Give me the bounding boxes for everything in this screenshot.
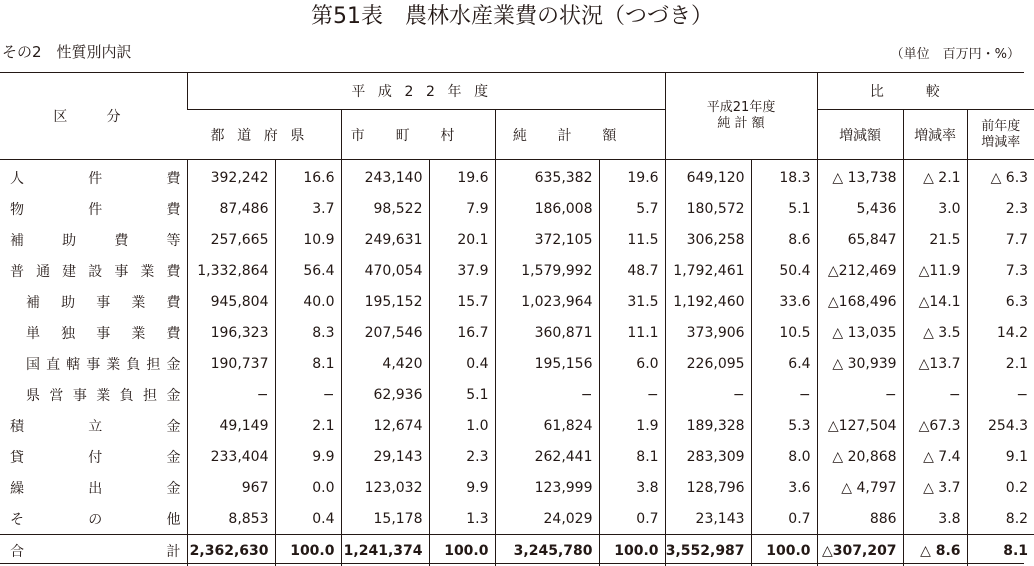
data-cell: 360,871 xyxy=(495,317,599,348)
data-cell: 1,332,864 xyxy=(187,255,275,286)
table-row xyxy=(0,379,1034,410)
row-label xyxy=(0,441,187,472)
data-cell: 62,936 xyxy=(341,379,429,410)
data-cell: △67.3 xyxy=(903,410,967,441)
data-cell: 2.3 xyxy=(429,441,495,472)
data-cell: 0.4 xyxy=(275,503,341,535)
data-cell: △ 6.3 xyxy=(967,160,1034,194)
data-cell: △ 8.6 xyxy=(903,535,967,566)
data-cell: 226,095 xyxy=(665,348,751,379)
header-change-amount: 増減額 xyxy=(817,110,903,160)
data-cell: 3,552,987 xyxy=(665,535,751,566)
bottom-rule xyxy=(0,563,1024,564)
data-cell: 16.7 xyxy=(429,317,495,348)
data-cell: △ 20,868 xyxy=(817,441,903,472)
data-cell: 5,436 xyxy=(817,193,903,224)
data-cell: △ 13,035 xyxy=(817,317,903,348)
table-row xyxy=(0,317,1034,348)
table-row xyxy=(0,503,1034,535)
data-cell: 5.7 xyxy=(599,193,665,224)
data-cell: 3.8 xyxy=(599,472,665,503)
total-row xyxy=(0,535,1034,566)
data-cell: 1.9 xyxy=(599,410,665,441)
data-cell: △13.7 xyxy=(903,348,967,379)
data-cell: − xyxy=(903,379,967,410)
header-fiscal-2010: 平成22年度 xyxy=(187,72,665,110)
data-cell: 19.6 xyxy=(429,160,495,194)
data-cell: 306,258 xyxy=(665,224,751,255)
data-cell: 8.6 xyxy=(751,224,817,255)
data-cell: 4,420 xyxy=(341,348,429,379)
data-cell: 3.8 xyxy=(903,503,967,535)
data-cell: 37.9 xyxy=(429,255,495,286)
data-cell: 18.3 xyxy=(751,160,817,194)
data-cell: △ 3.7 xyxy=(903,472,967,503)
table-row xyxy=(0,472,1034,503)
row-label xyxy=(0,193,187,224)
data-cell: − xyxy=(817,379,903,410)
table-row xyxy=(0,224,1034,255)
row-label-text: 普 通 建 設 事 業 費 xyxy=(10,261,181,281)
row-label-text: 人 件 費 xyxy=(10,168,181,188)
data-cell: 1.0 xyxy=(429,410,495,441)
data-cell: − xyxy=(599,379,665,410)
data-cell: 20.1 xyxy=(429,224,495,255)
data-cell: 10.5 xyxy=(751,317,817,348)
data-cell: 23,143 xyxy=(665,503,751,535)
data-cell: 98,522 xyxy=(341,193,429,224)
row-label-text: 積 立 金 xyxy=(10,416,181,436)
data-cell: 392,242 xyxy=(187,160,275,194)
data-cell: 1,023,964 xyxy=(495,286,599,317)
data-cell: 3,245,780 xyxy=(495,535,599,566)
data-cell: − xyxy=(275,379,341,410)
data-cell: 207,546 xyxy=(341,317,429,348)
data-cell: 21.5 xyxy=(903,224,967,255)
data-cell: 0.7 xyxy=(751,503,817,535)
data-cell: 3.6 xyxy=(751,472,817,503)
data-cell: 186,008 xyxy=(495,193,599,224)
row-label-text: 物 件 費 xyxy=(10,199,181,219)
data-cell: 50.4 xyxy=(751,255,817,286)
row-label-text: そ の 他 xyxy=(10,509,181,529)
data-cell: 195,152 xyxy=(341,286,429,317)
data-cell: 8.0 xyxy=(751,441,817,472)
data-cell: 190,737 xyxy=(187,348,275,379)
data-cell: 6.0 xyxy=(599,348,665,379)
data-cell: 15.7 xyxy=(429,286,495,317)
data-cell: △ 2.1 xyxy=(903,160,967,194)
data-cell: 11.5 xyxy=(599,224,665,255)
data-cell: 373,906 xyxy=(665,317,751,348)
data-cell: △307,207 xyxy=(817,535,903,566)
row-label xyxy=(0,348,187,379)
row-label-text: 貸 付 金 xyxy=(10,447,181,467)
row-label xyxy=(0,317,187,348)
data-cell: − xyxy=(495,379,599,410)
table-row xyxy=(0,255,1034,286)
header-kubun: 区 分 xyxy=(0,72,187,160)
data-cell: 33.6 xyxy=(751,286,817,317)
row-label xyxy=(0,224,187,255)
data-cell: 7.7 xyxy=(967,224,1034,255)
row-label-text: 補 助 費 等 xyxy=(10,230,181,250)
row-label-text: 国 直 轄 事 業 負 担 金 xyxy=(26,354,181,374)
data-cell: 19.6 xyxy=(599,160,665,194)
row-label xyxy=(0,160,187,194)
data-cell: △ 3.5 xyxy=(903,317,967,348)
data-cell: 49,149 xyxy=(187,410,275,441)
data-cell: 257,665 xyxy=(187,224,275,255)
data-cell: 65,847 xyxy=(817,224,903,255)
data-cell: 283,309 xyxy=(665,441,751,472)
data-cell: 5.1 xyxy=(429,379,495,410)
row-label-text: 県 営 事 業 負 担 金 xyxy=(26,385,181,405)
data-cell: 100.0 xyxy=(751,535,817,566)
data-cell: 40.0 xyxy=(275,286,341,317)
data-cell: 886 xyxy=(817,503,903,535)
data-cell: 6.3 xyxy=(967,286,1034,317)
data-cell: 3.0 xyxy=(903,193,967,224)
row-label xyxy=(0,410,187,441)
data-cell: 8,853 xyxy=(187,503,275,535)
data-cell: 128,796 xyxy=(665,472,751,503)
data-cell: △127,504 xyxy=(817,410,903,441)
table-row xyxy=(0,441,1034,472)
row-label xyxy=(0,503,187,535)
row-label xyxy=(0,472,187,503)
data-cell: 254.3 xyxy=(967,410,1034,441)
data-cell: 372,105 xyxy=(495,224,599,255)
row-label-text: 単 独 事 業 費 xyxy=(26,323,181,343)
data-cell: 5.1 xyxy=(751,193,817,224)
data-cell: 61,824 xyxy=(495,410,599,441)
data-cell: − xyxy=(187,379,275,410)
data-cell: 635,382 xyxy=(495,160,599,194)
data-cell: 8.3 xyxy=(275,317,341,348)
data-cell: △ 4,797 xyxy=(817,472,903,503)
data-cell: 243,140 xyxy=(341,160,429,194)
data-cell: 1,192,460 xyxy=(665,286,751,317)
data-cell: 249,631 xyxy=(341,224,429,255)
data-cell: △168,496 xyxy=(817,286,903,317)
data-cell: 649,120 xyxy=(665,160,751,194)
data-cell: 12,674 xyxy=(341,410,429,441)
data-cell: 3.7 xyxy=(275,193,341,224)
data-cell: 1.3 xyxy=(429,503,495,535)
header-comparison: 比較 xyxy=(817,72,1034,110)
data-cell: 470,054 xyxy=(341,255,429,286)
data-cell: △ 30,939 xyxy=(817,348,903,379)
table-row xyxy=(0,348,1034,379)
data-cell: 100.0 xyxy=(599,535,665,566)
data-cell: △ 13,738 xyxy=(817,160,903,194)
table-row xyxy=(0,410,1034,441)
data-cell: 14.2 xyxy=(967,317,1034,348)
data-cell: 31.5 xyxy=(599,286,665,317)
unit-note: （単位 百万円・%） xyxy=(891,43,1020,62)
table-row xyxy=(0,193,1034,224)
data-cell: 262,441 xyxy=(495,441,599,472)
data-cell: 180,572 xyxy=(665,193,751,224)
top-rule xyxy=(0,72,1024,73)
data-cell: 29,143 xyxy=(341,441,429,472)
data-cell: 6.4 xyxy=(751,348,817,379)
data-cell: 195,156 xyxy=(495,348,599,379)
data-cell: 2.1 xyxy=(967,348,1034,379)
data-cell: 87,486 xyxy=(187,193,275,224)
data-cell: 9.9 xyxy=(275,441,341,472)
table-row xyxy=(0,286,1034,317)
data-cell: 1,241,374 xyxy=(341,535,429,566)
data-cell: 189,328 xyxy=(665,410,751,441)
data-cell: 8.1 xyxy=(967,535,1034,566)
data-cell: − xyxy=(665,379,751,410)
header-prefectures: 都道府県 xyxy=(187,110,341,160)
data-cell: 123,032 xyxy=(341,472,429,503)
row-label-text: 補 助 事 業 費 xyxy=(26,292,181,312)
header-net-total: 純計額 xyxy=(495,110,665,160)
data-cell: 24,029 xyxy=(495,503,599,535)
row-label xyxy=(0,255,187,286)
data-cell: 48.7 xyxy=(599,255,665,286)
data-cell: 967 xyxy=(187,472,275,503)
row-label xyxy=(0,379,187,410)
header-fiscal-2009: 平成21年度 純 計 額 xyxy=(665,72,817,160)
data-cell: 15,178 xyxy=(341,503,429,535)
row-label-text: 繰 出 金 xyxy=(10,478,181,498)
data-cell: 11.1 xyxy=(599,317,665,348)
data-cell: △212,469 xyxy=(817,255,903,286)
data-cell: − xyxy=(751,379,817,410)
data-cell: 0.7 xyxy=(599,503,665,535)
table-subtitle: その2 性質別内訳 xyxy=(2,41,132,62)
row-label xyxy=(0,535,187,566)
data-cell: 945,804 xyxy=(187,286,275,317)
data-cell: 1,579,992 xyxy=(495,255,599,286)
header-municipalities: 市町村 xyxy=(341,110,495,160)
data-cell: 233,404 xyxy=(187,441,275,472)
data-cell: △11.9 xyxy=(903,255,967,286)
data-cell: 16.6 xyxy=(275,160,341,194)
data-cell: 2.3 xyxy=(967,193,1034,224)
data-cell: △ 7.4 xyxy=(903,441,967,472)
header-prev-change-rate: 前年度 増減率 xyxy=(967,110,1034,160)
data-cell: 9.1 xyxy=(967,441,1034,472)
data-cell: 9.9 xyxy=(429,472,495,503)
row-label xyxy=(0,286,187,317)
expenditure-table xyxy=(0,72,1034,566)
data-cell: 7.3 xyxy=(967,255,1034,286)
table-header xyxy=(0,72,1034,160)
data-cell: △14.1 xyxy=(903,286,967,317)
row-label-text: 合 計 xyxy=(10,541,181,561)
data-cell: 10.9 xyxy=(275,224,341,255)
data-cell: 0.0 xyxy=(275,472,341,503)
data-cell: 100.0 xyxy=(429,535,495,566)
data-cell: 7.9 xyxy=(429,193,495,224)
data-cell: 2.1 xyxy=(275,410,341,441)
data-cell: 56.4 xyxy=(275,255,341,286)
data-cell: 0.2 xyxy=(967,472,1034,503)
table-row xyxy=(0,160,1034,194)
data-cell: 0.4 xyxy=(429,348,495,379)
data-cell: − xyxy=(967,379,1034,410)
data-cell: 123,999 xyxy=(495,472,599,503)
table-title: 第51表 農林水産業費の状況（つづき） xyxy=(0,0,1024,34)
header-change-rate: 増減率 xyxy=(903,110,967,160)
data-cell: 8.1 xyxy=(599,441,665,472)
data-cell: 2,362,630 xyxy=(187,535,275,566)
data-cell: 8.1 xyxy=(275,348,341,379)
table-body xyxy=(0,160,1034,566)
data-cell: 8.2 xyxy=(967,503,1034,535)
data-cell: 196,323 xyxy=(187,317,275,348)
data-cell: 100.0 xyxy=(275,535,341,566)
data-cell: 1,792,461 xyxy=(665,255,751,286)
data-cell: 5.3 xyxy=(751,410,817,441)
